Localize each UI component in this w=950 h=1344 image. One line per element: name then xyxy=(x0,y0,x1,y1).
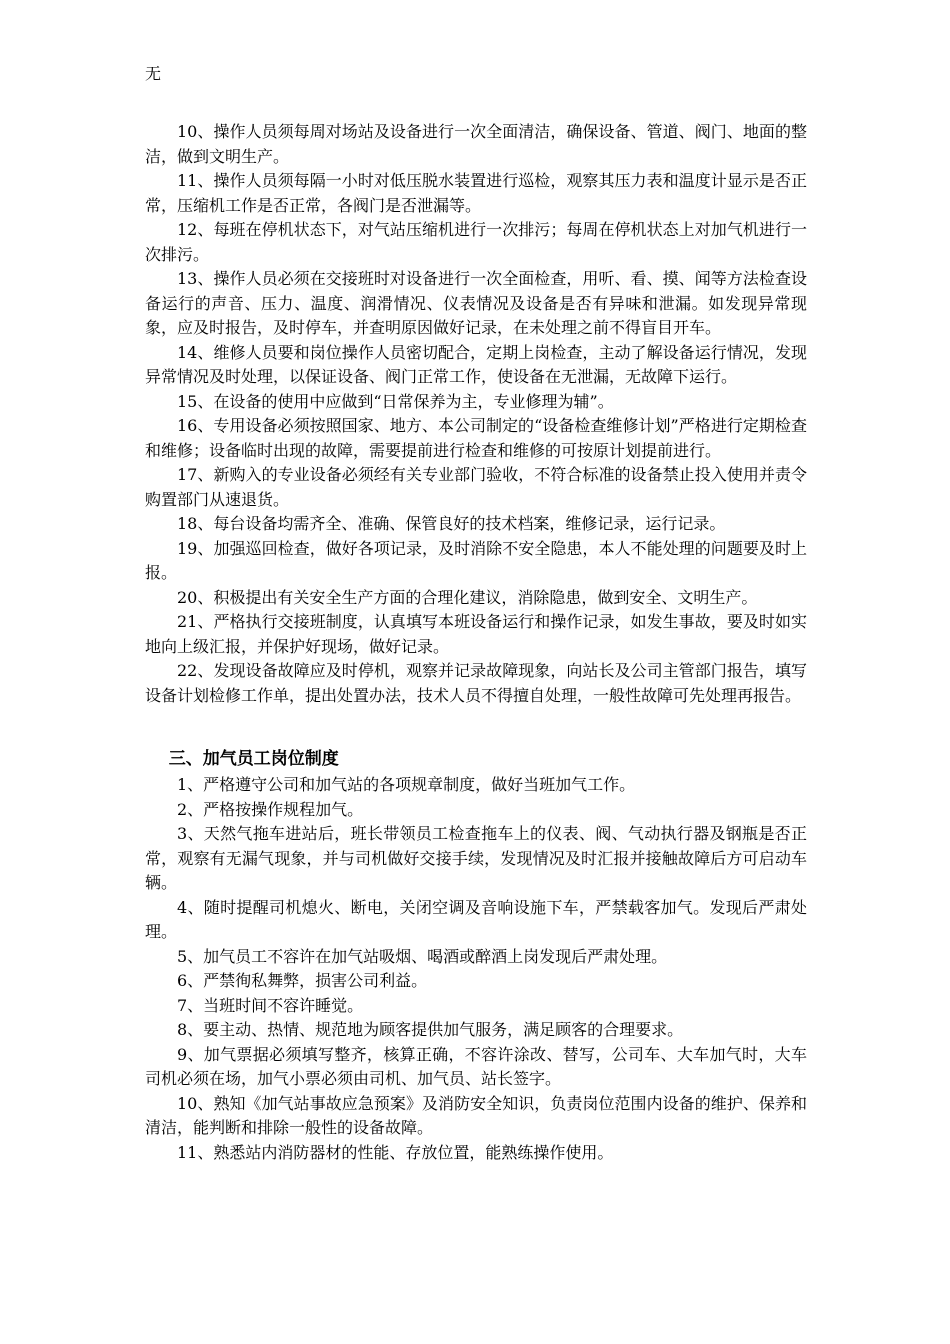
rule-item-18: 18、每台设备均需齐全、准确、保管良好的技术档案，维修记录，运行记录。 xyxy=(177,514,726,533)
attendant-rule-4: 4、随时提醒司机熄火、断电，关闭空调及音响设施下车，严禁载客加气。发现后严肃处理。 xyxy=(145,897,807,941)
header-text: 无 xyxy=(145,64,162,83)
attendant-rule-8: 8、要主动、热情、规范地为顾客提供加气服务，满足顾客的合理要求。 xyxy=(177,1020,684,1039)
rule-item-13: 13、操作人员必须在交接班时对设备进行一次全面检查，用听、看、摸、闻等方法检查设备运行的声音、压力、温度、润滑情况、仪表情况及设备是否有异味和泄漏。如发现异常现象，应及时报告，及时停车，并查明原因做好记录，在未处理之前不得盲目开车。 xyxy=(145,269,807,337)
section-attendant-rules xyxy=(145,746,807,1165)
rule-item-16: 16、专用设备必须按照国家、地方、本公司制定的“设备检查维修计划”严格进行定期检查和维修；设备临时出现的故障，需要提前进行检查和维修的可按原计划提前进行。 xyxy=(145,416,807,460)
section-title: 三、加气员工岗位制度 xyxy=(168,749,339,769)
rule-item-22: 22、发现设备故障应及时停机，观察并记录故障现象，向站长及公司主管部门报告，填写设备计划检修工作单，提出处置办法，技术人员不得擅自处理，一般性故障可先处理再报告。 xyxy=(145,661,807,705)
attendant-rule-11: 11、熟悉站内消防器材的性能、存放位置，能熟练操作使用。 xyxy=(177,1142,614,1162)
rule-item-11: 11、操作人员须每隔一小时对低压脱水装置进行巡检，观察其压力表和温度计显示是否正常，压缩机工作是否正常，各阀门是否泄漏等。 xyxy=(145,171,807,215)
attendant-rule-1: 1、严格遵守公司和加气站的各项规章制度，做好当班加气工作。 xyxy=(177,775,636,794)
attendant-rule-3: 3、天然气拖车进站后，班长带领员工检查拖车上的仪表、阀、气动执行器及钢瓶是否正常，观察有无漏气现象，并与司机做好交接手续，发现情况及时汇报并接触故障后方可启动车辆。 xyxy=(145,824,807,892)
rule-item-10: 10、操作人员须每周对场站及设备进行一次全面清洁，确保设备、管道、阀门、地面的整洁，做到文明生产。 xyxy=(145,122,807,166)
rule-item-14: 14、维修人员要和岗位操作人员密切配合，定期上岗检查，主动了解设备运行情况，发现异常情况及时处理，以保证设备、阀门正常工作，使设备在无泄漏，无故障下运行。 xyxy=(145,342,807,386)
attendant-rule-6: 6、严禁徇私舞弊，损害公司利益。 xyxy=(177,971,428,990)
section-equipment-rules xyxy=(145,120,807,708)
rule-item-12: 12、每班在停机状态下，对气站压缩机进行一次排污；每周在停机状态上对加气机进行一次排污。 xyxy=(145,220,807,264)
rule-item-19: 19、加强巡回检查，做好各项记录，及时消除不安全隐患，本人不能处理的问题要及时上报。 xyxy=(145,538,807,582)
rule-item-15: 15、在设备的使用中应做到“日常保养为主，专业修理为辅”。 xyxy=(177,391,614,411)
attendant-rule-7: 7、当班时间不容许睡觉。 xyxy=(177,995,364,1015)
attendant-rule-5: 5、加气员工不容许在加气站吸烟、喝酒或醉酒上岗发现后严肃处理。 xyxy=(177,946,668,966)
attendant-rule-10: 10、熟知《加气站事故应急预案》及消防安全知识，负责岗位范围内设备的维护、保养和清洁，能判断和排除一般性的设备故障。 xyxy=(145,1093,807,1137)
attendant-rule-2: 2、严格按操作规程加气。 xyxy=(177,799,364,819)
attendant-rule-9: 9、加气票据必须填写整齐，核算正确，不容许涂改、替写，公司车、大车加气时，大车司机必须在场，加气小票必须由司机、加气员、站长签字。 xyxy=(145,1044,807,1088)
document-page xyxy=(145,62,807,1165)
rule-item-21: 21、严格执行交接班制度，认真填写本班设备运行和操作记录，如发生事故，要及时如实地向上级汇报，并保护好现场，做好记录。 xyxy=(145,612,807,656)
rule-item-17: 17、新购入的专业设备必须经有关专业部门验收，不符合标准的设备禁止投入使用并责令购置部门从速退货。 xyxy=(145,465,807,509)
rule-item-20: 20、积极提出有关安全生产方面的合理化建议，消除隐患，做到安全、文明生产。 xyxy=(177,587,758,607)
